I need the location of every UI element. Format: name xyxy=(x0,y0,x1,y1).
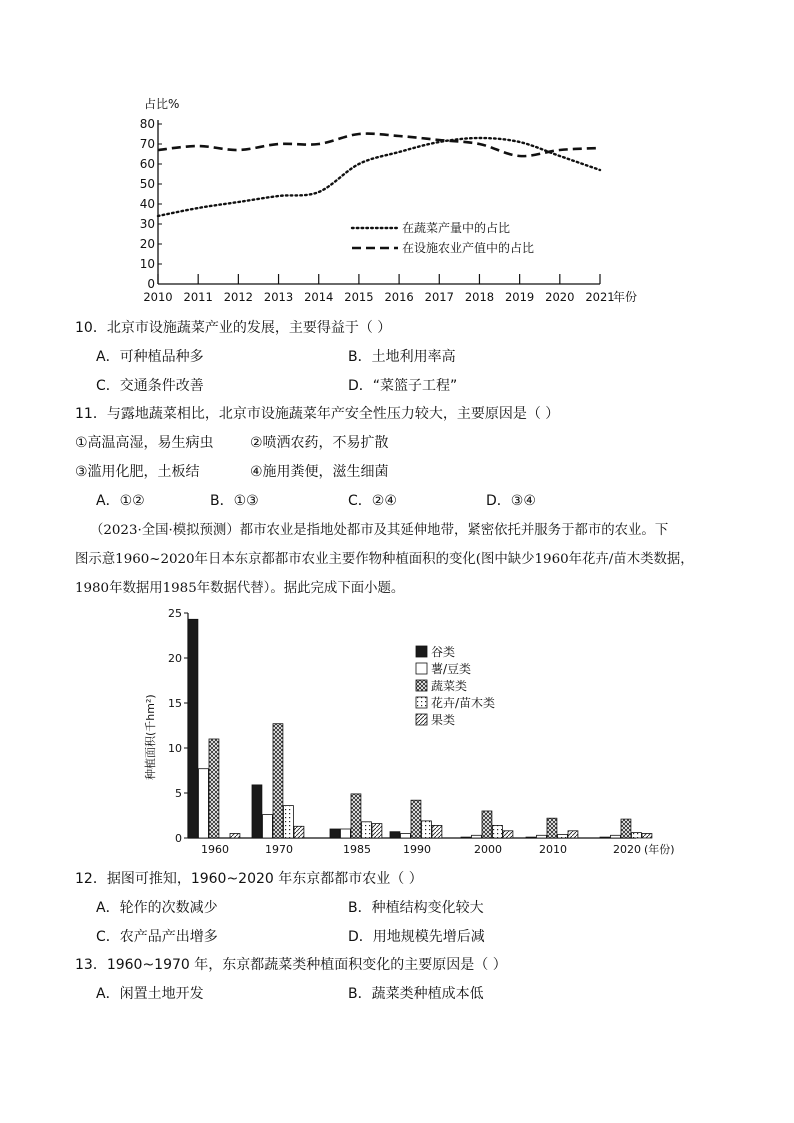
line-chart-y-tick-label: 50 xyxy=(139,177,155,191)
bar-legend-label-1: 谷类 xyxy=(431,645,456,659)
q12-option-b[interactable]: B．种植结构变化较大 xyxy=(348,900,484,916)
line-chart-x-tick-label: 2019 xyxy=(504,290,535,304)
line-chart-y-tick-label: 0 xyxy=(147,277,155,291)
bar-2020-series-1 xyxy=(600,837,610,838)
bar-1985-series-2 xyxy=(341,829,351,838)
bar-chart-y-tick-label: 15 xyxy=(168,697,182,710)
bar-1985-series-5 xyxy=(372,824,382,838)
bar-2000-series-3 xyxy=(482,811,492,838)
line-chart-y-tick-label: 60 xyxy=(139,157,155,171)
line-chart-x-unit: 年份 xyxy=(613,290,638,304)
line-chart-ylabel: 占比% xyxy=(144,97,180,111)
bar-chart-x-tick-label: 2010 xyxy=(539,843,567,856)
bar-1985-series-3 xyxy=(351,794,361,838)
bar-chart-y-tick-label: 10 xyxy=(168,742,182,755)
q10-option-b[interactable]: B．土地利用率高 xyxy=(348,349,456,365)
bar-legend-label-2: 薯/豆类 xyxy=(431,662,472,676)
bar-2010-series-4 xyxy=(558,834,568,838)
bar-chart-x-tick-label: 1985 xyxy=(343,843,371,856)
bar-1960-series-1 xyxy=(188,619,198,838)
bar-chart-x-tick-label: 2020 xyxy=(613,843,641,856)
bar-1960-series-5 xyxy=(230,834,240,839)
bar-2020-series-5 xyxy=(642,834,652,839)
line-series-2 xyxy=(158,134,600,157)
intro-line-1: （2023·全国·模拟预测）都市农业是指地处都市及其延伸地带，紧密依托并服务于都市的农业。下 xyxy=(90,523,669,538)
bar-legend-swatch-2 xyxy=(416,663,427,674)
bar-2000-series-2 xyxy=(472,835,482,838)
line-chart-x-tick-label: 2016 xyxy=(384,290,414,304)
q13-option-a[interactable]: A．闲置土地开发 xyxy=(96,986,204,1002)
line-chart xyxy=(130,90,660,310)
bar-2020-series-2 xyxy=(611,835,621,838)
line-chart-x-tick-label: 2011 xyxy=(183,290,213,304)
q10-option-a[interactable]: A．可种植品种多 xyxy=(96,349,204,365)
bar-chart-y-tick-label: 20 xyxy=(168,652,182,665)
q10-option-d[interactable]: D．“菜篮子工程” xyxy=(348,378,458,394)
bar-chart-x-tick-label: 1970 xyxy=(265,843,293,856)
bar-legend-swatch-4 xyxy=(416,697,427,708)
bar-1970-series-4 xyxy=(284,806,294,838)
line-chart-y-tick-label: 70 xyxy=(139,137,155,151)
bar-chart-ylabel: 种植面积(千hm²) xyxy=(144,694,157,780)
line-series-1 xyxy=(158,138,600,216)
bar-1970-series-5 xyxy=(294,826,304,838)
bar-1970-series-2 xyxy=(263,815,273,838)
line-chart-y-tick-label: 40 xyxy=(139,197,155,211)
legend-label-2: 在设施农业产值中的占比 xyxy=(402,241,535,255)
intro-paragraph xyxy=(75,516,730,603)
bar-chart-x-tick-label: 1990 xyxy=(403,843,431,856)
q11-option-b[interactable]: B．①③ xyxy=(210,493,259,509)
q11-statement-3: ③滥用化肥，土板结 xyxy=(75,464,200,480)
bar-2010-series-2 xyxy=(537,835,547,838)
q10-option-c[interactable]: C．交通条件改善 xyxy=(96,378,204,394)
line-chart-x-tick-label: 2014 xyxy=(304,290,334,304)
bar-chart-y-tick-label: 5 xyxy=(175,787,182,800)
bar-1990-series-3 xyxy=(411,800,421,838)
q11-option-c[interactable]: C．②④ xyxy=(348,493,397,509)
bar-2000-series-1 xyxy=(461,837,471,838)
bar-chart-x-unit: (年份) xyxy=(644,843,675,856)
line-chart-x-tick-label: 2020 xyxy=(545,290,575,304)
bar-1970-series-1 xyxy=(252,785,262,838)
q11-option-a[interactable]: A．①② xyxy=(96,493,145,509)
bar-2000-series-5 xyxy=(503,831,513,838)
bar-2010-series-5 xyxy=(568,831,578,838)
bar-legend-label-3: 蔬菜类 xyxy=(431,679,468,693)
line-chart-x-tick-label: 2010 xyxy=(143,290,173,304)
intro-line-3: 1980年数据用1985年数据代替）。据此完成下面小题。 xyxy=(75,581,405,596)
bar-legend-label-4: 花卉/苗木类 xyxy=(431,696,496,710)
q12-option-c[interactable]: C．农产品产出增多 xyxy=(96,929,218,945)
q12-option-d[interactable]: D．用地规模先增后减 xyxy=(348,929,485,945)
bar-1985-series-4 xyxy=(362,822,372,838)
line-chart-x-tick-label: 2015 xyxy=(344,290,374,304)
bar-1960-series-2 xyxy=(199,769,209,838)
question-13-stem: 13．1960~1970 年，东京都蔬菜类种植面积变化的主要原因是（ ） xyxy=(75,957,507,973)
question-12-stem: 12．据图可推知，1960~2020 年东京都都市农业（ ） xyxy=(75,871,423,887)
bar-1990-series-2 xyxy=(401,834,411,839)
bar-legend-swatch-3 xyxy=(416,680,427,691)
bar-2020-series-4 xyxy=(632,833,642,838)
line-chart-x-tick-label: 2021 xyxy=(585,290,615,304)
q11-statement-2: ②喷洒农药，不易扩散 xyxy=(250,435,389,451)
line-chart-y-tick-label: 30 xyxy=(139,217,155,231)
bar-1990-series-4 xyxy=(422,821,432,838)
q11-statement-1: ①高温高湿，易生病虫 xyxy=(75,435,214,451)
q13-option-b[interactable]: B．蔬菜类种植成本低 xyxy=(348,986,484,1002)
bar-1960-series-3 xyxy=(209,739,219,838)
bar-legend-label-5: 果类 xyxy=(431,713,456,727)
intro-line-2: 图示意1960~2020年日本东京都都市农业主要作物种植面积的变化(图中缺少1960年花卉/苗木类数据， xyxy=(75,552,694,567)
question-10-stem: 10．北京市设施蔬菜产业的发展，主要得益于（ ） xyxy=(75,320,392,336)
line-chart-x-tick-label: 2017 xyxy=(424,290,454,304)
bar-chart-x-tick-label: 2000 xyxy=(474,843,502,856)
bar-1985-series-1 xyxy=(330,829,340,838)
line-chart-x-tick-label: 2018 xyxy=(464,290,495,304)
bar-2010-series-3 xyxy=(547,818,557,838)
line-chart-x-tick-label: 2013 xyxy=(263,290,294,304)
bar-chart-y-tick-label: 0 xyxy=(175,832,182,845)
bar-2010-series-1 xyxy=(526,837,536,838)
bar-legend-swatch-5 xyxy=(416,714,427,725)
bar-2020-series-3 xyxy=(621,819,631,838)
bar-2000-series-4 xyxy=(493,825,503,838)
bar-legend-swatch-1 xyxy=(416,646,427,657)
bar-1990-series-1 xyxy=(390,832,400,838)
legend-label-1: 在蔬菜产量中的占比 xyxy=(402,221,511,235)
line-chart-y-tick-label: 80 xyxy=(139,117,155,131)
bar-chart-x-tick-label: 1960 xyxy=(201,843,229,856)
q11-statement-4: ④施用粪便，滋生细菌 xyxy=(250,464,389,480)
bar-chart xyxy=(140,600,680,865)
q12-option-a[interactable]: A．轮作的次数减少 xyxy=(96,900,218,916)
line-chart-y-tick-label: 10 xyxy=(139,257,155,271)
question-11-stem: 11．与露地蔬菜相比，北京市设施蔬菜年产安全性压力较大，主要原因是（ ） xyxy=(75,406,560,422)
bar-1990-series-5 xyxy=(432,825,442,838)
bar-chart-y-tick-label: 25 xyxy=(168,607,182,620)
q11-option-d[interactable]: D．③④ xyxy=(486,493,536,509)
line-chart-x-tick-label: 2012 xyxy=(223,290,254,304)
bar-1970-series-3 xyxy=(273,724,283,838)
line-chart-y-tick-label: 20 xyxy=(139,237,155,251)
